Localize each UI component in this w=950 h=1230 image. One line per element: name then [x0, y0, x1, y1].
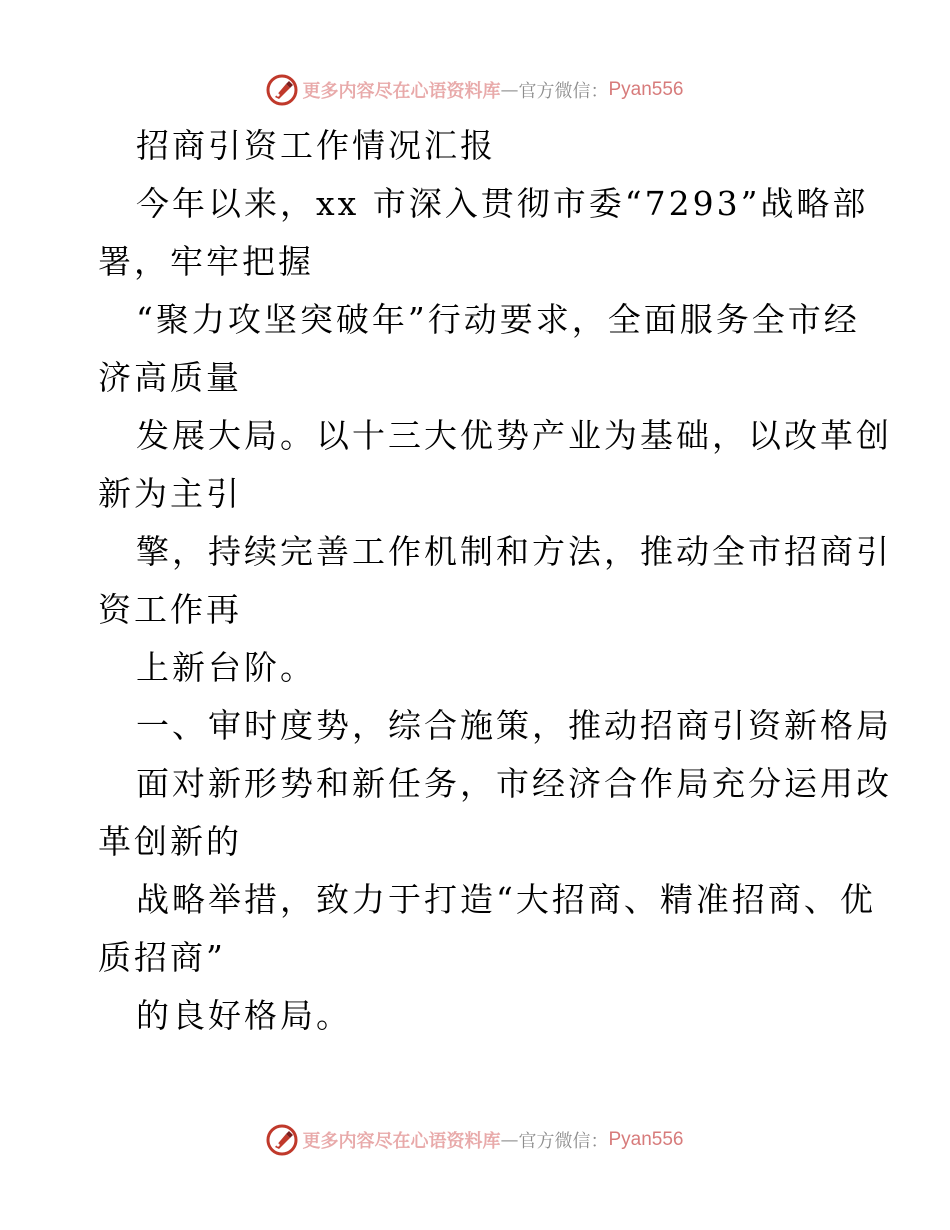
- paragraph-line: 面对新形势和新任务，市经济合作局充分运用改: [136, 764, 892, 803]
- paragraph-line: 质招商”: [98, 938, 226, 977]
- paragraph-line: 济高质量: [98, 358, 242, 397]
- pen-nib-logo-icon: [266, 74, 298, 106]
- document-title: 招商引资工作情况汇报: [136, 126, 496, 165]
- watermark-banner-bottom: [0, 1120, 950, 1160]
- paragraph-line: 资工作再: [98, 590, 242, 629]
- paragraph-line: 发展大局。以十三大优势产业为基础，以改革创: [136, 416, 892, 455]
- paragraph-line: 擎，持续完善工作机制和方法，推动全市招商引: [136, 532, 892, 571]
- pen-nib-logo-icon: [266, 1124, 298, 1156]
- watermark-site-text: 更多内容尽在心语资料库: [302, 1131, 501, 1152]
- paragraph-line: “聚力攻坚突破年”行动要求，全面服务全市经: [136, 300, 860, 339]
- watermark-banner-top: [0, 70, 950, 110]
- paragraph-line: 上新台阶。: [136, 648, 316, 687]
- document-body: [98, 117, 892, 1045]
- watermark-dash: —: [500, 1129, 519, 1151]
- paragraph-line: 战略举措，致力于打造“大招商、精准招商、优: [136, 880, 876, 919]
- watermark-dash: —: [500, 79, 519, 101]
- paragraph-line: 署，牢牢把握: [98, 242, 314, 281]
- watermark-wechat-id: Pyan556: [608, 1129, 684, 1150]
- watermark-wechat-id: Pyan556: [608, 79, 684, 100]
- paragraph-line: 革创新的: [98, 822, 242, 861]
- watermark-site-text: 更多内容尽在心语资料库: [302, 81, 501, 102]
- watermark-wechat-label: 官方微信：: [518, 81, 609, 102]
- paragraph-line: 新为主引: [98, 474, 242, 513]
- section-heading: 一、审时度势，综合施策，推动招商引资新格局: [136, 706, 892, 745]
- paragraph-line: 今年以来，xx 市深入贯彻市委“7293”战略部: [136, 184, 869, 223]
- paragraph-line: 的良好格局。: [136, 996, 352, 1035]
- watermark-wechat-label: 官方微信：: [518, 1131, 609, 1152]
